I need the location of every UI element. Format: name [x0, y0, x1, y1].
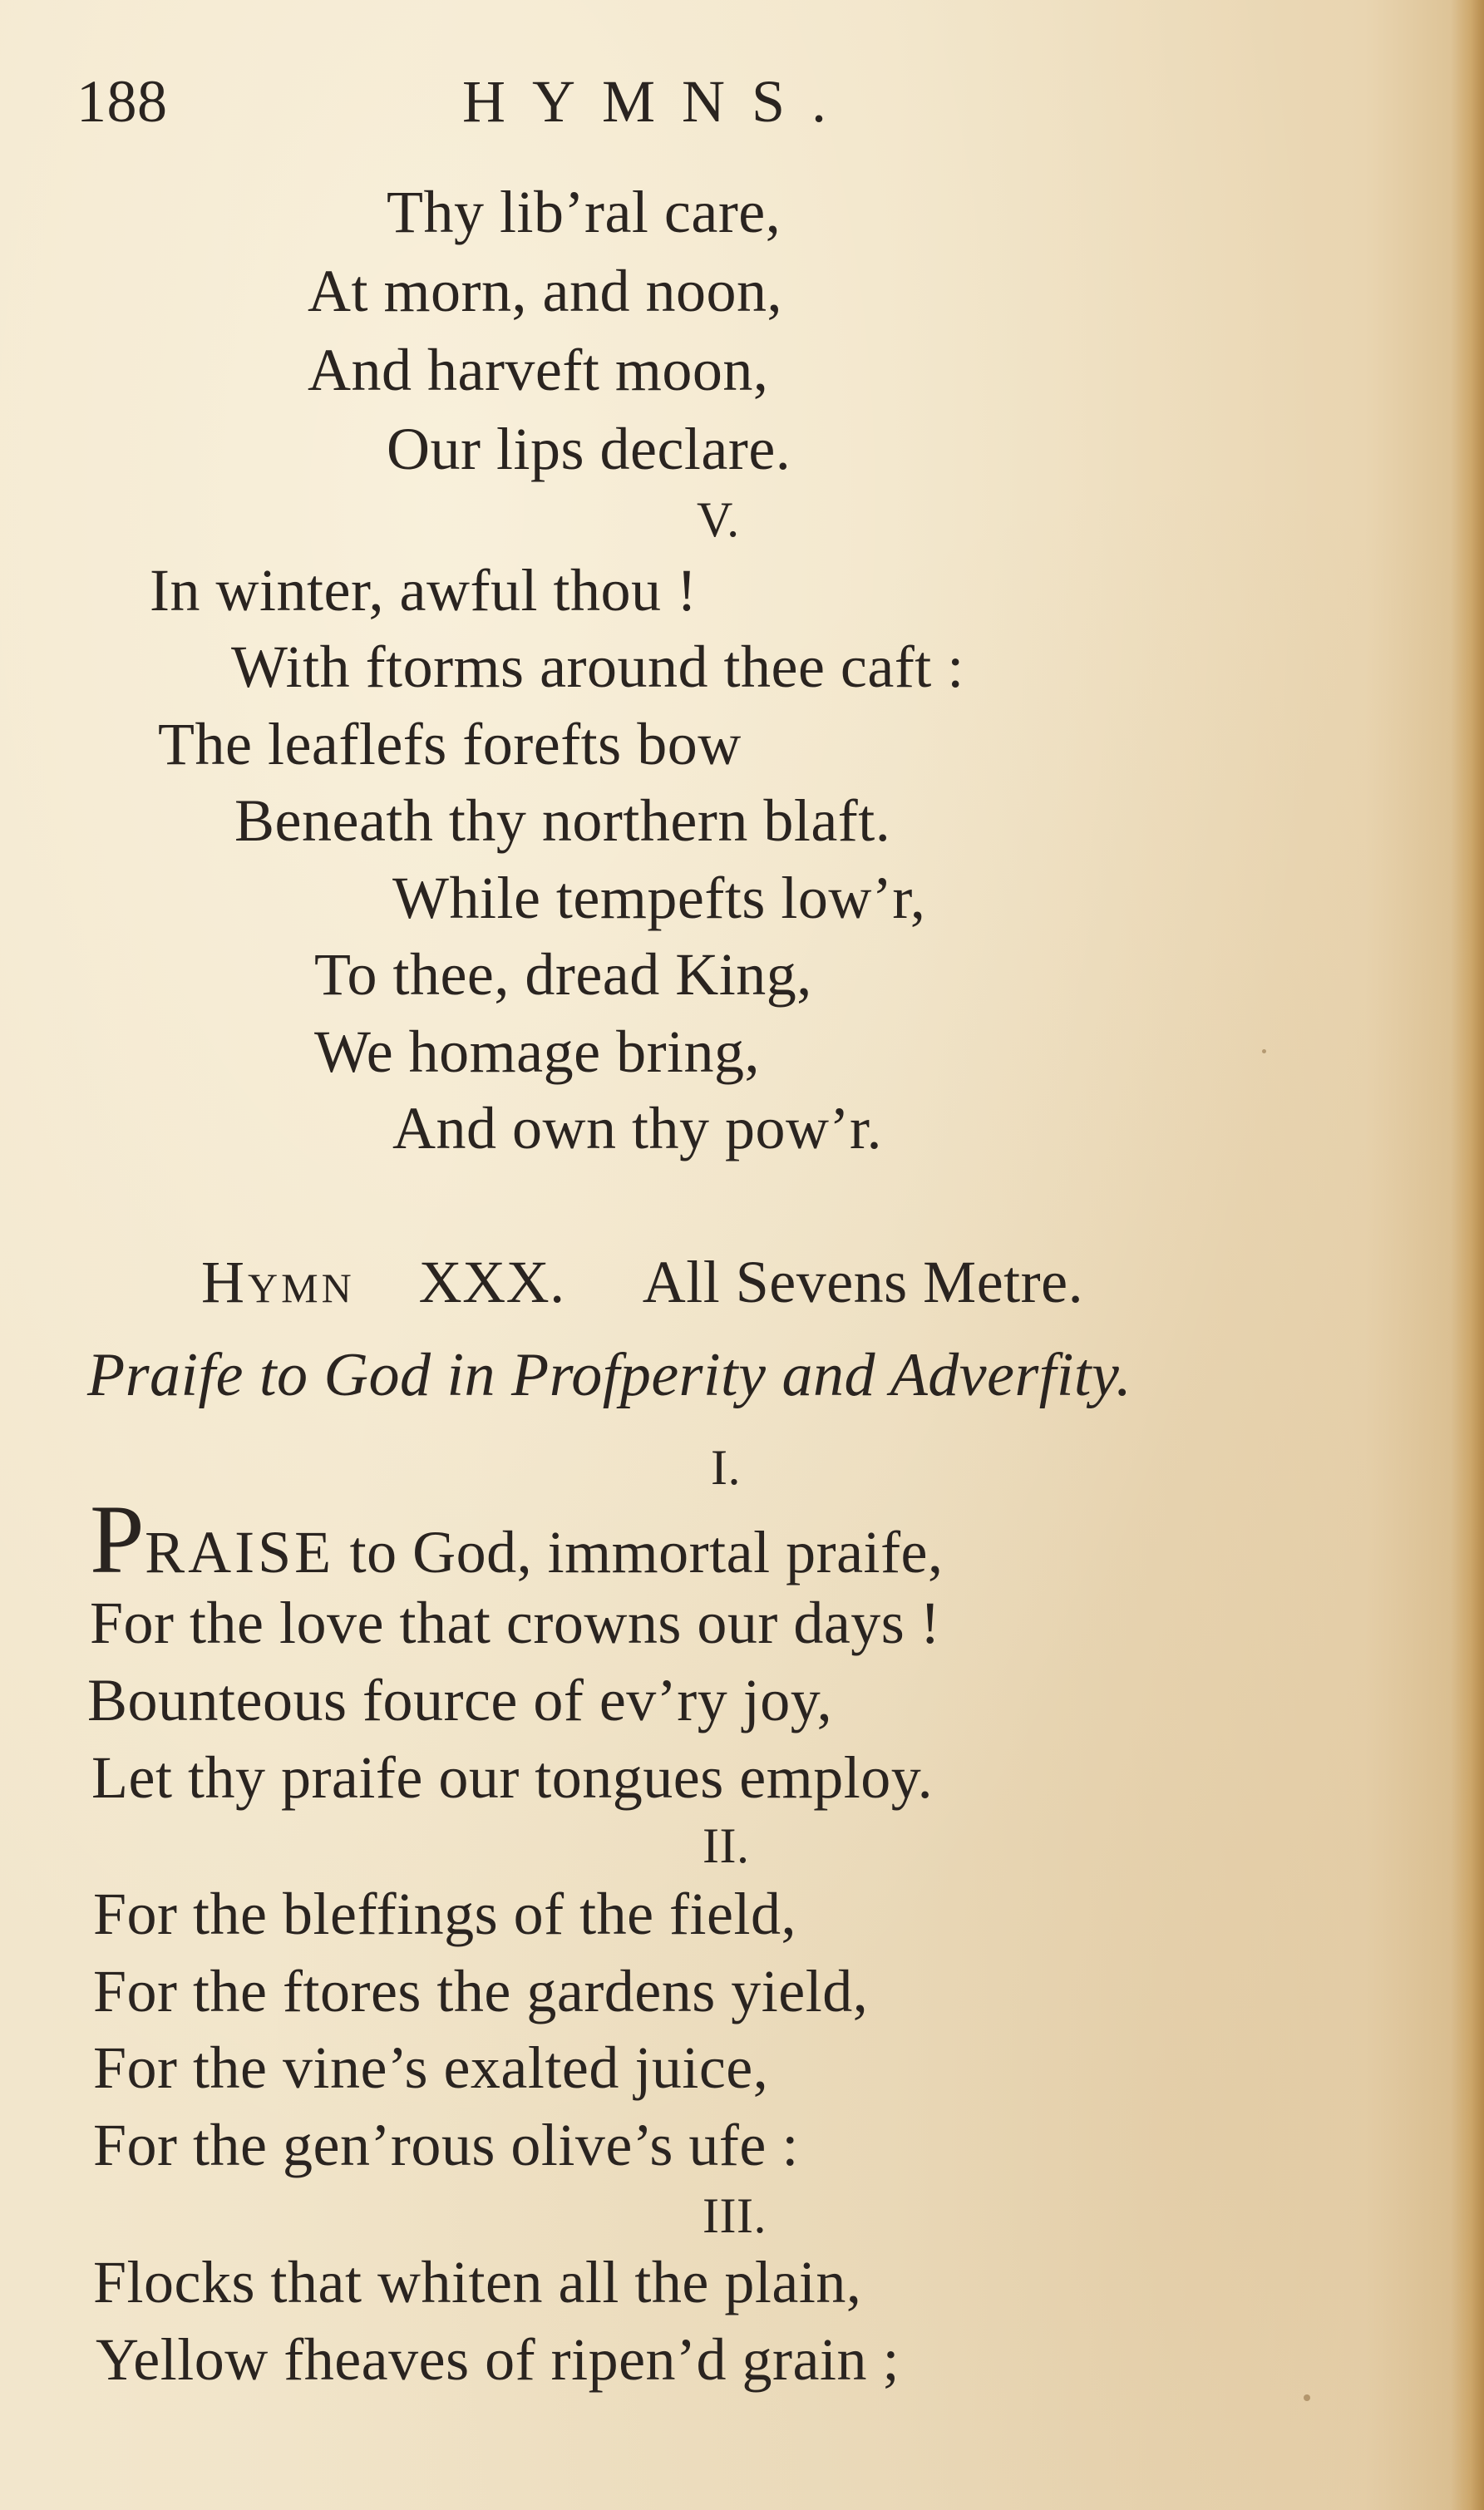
stanza-number: V. [697, 492, 740, 547]
verse-line: For the bleffings of the field, [93, 1881, 796, 1947]
verse-line: The leaflefs forefts bow [158, 711, 742, 777]
verse-line: For the vine’s exalted juice, [93, 2034, 769, 2101]
stanza-number: I. [711, 1440, 741, 1495]
first-line-tail: to God, immortal praife, [334, 1519, 944, 1585]
stanza-number: II. [703, 1818, 750, 1873]
hymn-subtitle: Praife to God in Profperity and Adverfity. [87, 1341, 1132, 1409]
verse-line: To thee, dread King, [314, 941, 812, 1008]
verse-line: With ftorms around thee caft : [231, 634, 964, 700]
page-number: 188 [76, 68, 168, 135]
verse-line-first [90, 1485, 944, 1594]
hymn-heading [201, 1249, 1083, 1315]
verse-line: Yellow fheaves of ripen’d grain ; [96, 2326, 900, 2393]
verse-line: For the love that crowns our days ! [90, 1590, 941, 1656]
verse-line: And own thy pow’r. [392, 1095, 882, 1161]
hymn-metre: All Sevens Metre. [642, 1249, 1084, 1315]
drop-cap: P [90, 1485, 145, 1594]
page-edge-shadow [1451, 0, 1484, 2510]
verse-line: In winter, awful thou ! [150, 557, 698, 624]
hymn-label: Hymn [201, 1249, 355, 1315]
verse-line: Flocks that whiten all the plain, [93, 2249, 862, 2315]
verse-line: Let thy praife our tongues employ. [91, 1744, 934, 1811]
verse-line: Our lips declare. [387, 416, 791, 482]
verse-line: Beneath thy northern blaft. [234, 787, 891, 854]
verse-line: Thy lib’ral care, [387, 179, 781, 245]
verse-line: While tempefts low’r, [392, 865, 926, 931]
first-word-caps: RAISE [145, 1519, 335, 1585]
verse-line: For the gen’rous olive’s ufe : [93, 2112, 799, 2178]
verse-line: Bounteous fource of ev’ry joy, [87, 1667, 833, 1733]
paper-speck [1262, 1049, 1266, 1053]
verse-line: And harveft moon, [308, 337, 769, 403]
running-title: HYMNS. [462, 68, 854, 135]
verse-line: We homage bring, [314, 1018, 761, 1085]
verse-line: At morn, and noon, [308, 258, 782, 324]
paper-speck [1304, 2394, 1310, 2401]
verse-line: For the ftores the gardens yield, [93, 1958, 869, 2024]
stanza-number: III. [703, 2188, 767, 2243]
hymn-number: XXX. [418, 1249, 565, 1315]
